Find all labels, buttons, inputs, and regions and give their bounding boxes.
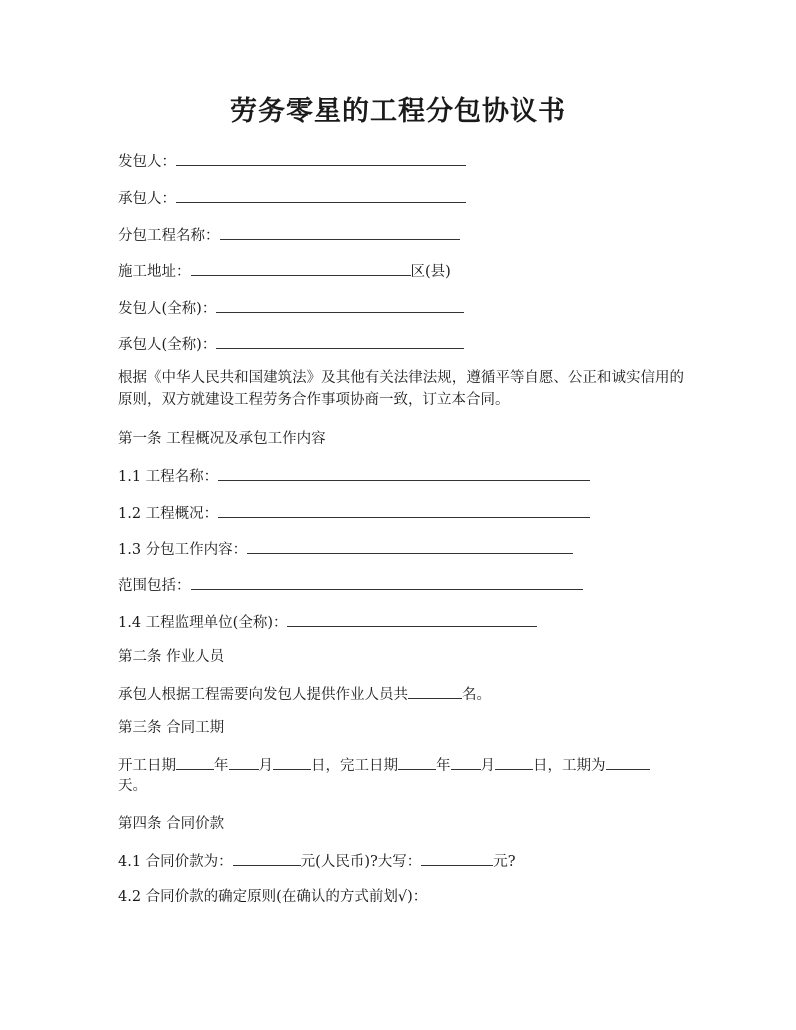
site-address-label: 施工地址： — [118, 264, 191, 280]
price-words-blank[interactable] — [421, 850, 493, 866]
item-1-3-label: 1.3 分包工作内容： — [118, 542, 248, 558]
scope-line — [118, 574, 583, 596]
employer-blank[interactable] — [176, 150, 466, 166]
item-4-2-line: 4.2 合同价款的确定原则(在确认的方式前划√)： — [118, 889, 428, 905]
item-1-1-blank[interactable] — [218, 465, 590, 481]
employer-line — [118, 150, 466, 172]
item-1-1-label: 1.1 工程名称： — [118, 469, 219, 485]
article-1-heading: 第一条 工程概况及承包工作内容 — [118, 431, 326, 447]
item-1-2-blank[interactable] — [218, 502, 590, 518]
end-month-label: 月 — [480, 758, 495, 774]
item-1-3-blank[interactable] — [247, 538, 573, 554]
workers-line — [118, 683, 491, 705]
item-1-3-line — [118, 538, 573, 560]
price-mid: 元(人民币)?大写： — [300, 854, 422, 870]
contractor-line — [118, 187, 466, 209]
workers-count-blank[interactable] — [408, 683, 462, 699]
article-2-heading: 第二条 作业人员 — [118, 649, 225, 665]
contractor-full-line — [118, 333, 464, 355]
contractor-label: 承包人： — [118, 191, 176, 207]
scope-label: 范围包括： — [118, 578, 191, 594]
start-day-blank[interactable] — [273, 754, 311, 770]
price-amount-blank[interactable] — [233, 850, 301, 866]
start-month-blank[interactable] — [229, 754, 259, 770]
workers-prefix: 承包人根据工程需要向发包人提供作业人员共 — [118, 687, 408, 703]
price-prefix: 4.1 合同价款为： — [118, 854, 233, 870]
article-3-heading: 第三条 合同工期 — [118, 720, 225, 736]
price-line — [118, 850, 516, 872]
item-1-4-blank[interactable] — [287, 611, 537, 627]
contractor-full-blank[interactable] — [216, 333, 464, 349]
project-name-line — [118, 224, 460, 246]
project-name-blank[interactable] — [220, 224, 460, 240]
duration-blank[interactable] — [606, 754, 650, 770]
end-month-blank[interactable] — [451, 754, 481, 770]
article-4-heading: 第四条 合同价款 — [118, 816, 225, 832]
workers-suffix: 名。 — [462, 687, 491, 703]
scope-blank[interactable] — [191, 574, 583, 590]
start-year-blank[interactable] — [176, 754, 214, 770]
price-suffix: 元? — [493, 854, 516, 870]
duration-unit: 天。 — [118, 778, 147, 794]
end-date-label: 日，完工日期 — [311, 758, 398, 774]
item-1-2-line — [118, 502, 590, 524]
start-year-label: 年 — [214, 758, 229, 774]
document-title: 劳务零星的工程分包协议书 — [230, 96, 566, 127]
end-year-label: 年 — [436, 758, 451, 774]
item-1-4-line — [118, 611, 537, 633]
contractor-full-label: 承包人(全称)： — [118, 337, 217, 353]
item-1-2-label: 1.2 工程概况： — [118, 506, 219, 522]
site-address-line — [118, 260, 451, 282]
contractor-blank[interactable] — [176, 187, 466, 203]
employer-label: 发包人： — [118, 154, 176, 170]
item-1-1-line — [118, 465, 590, 487]
end-day-blank[interactable] — [495, 754, 533, 770]
district-label: 区(县) — [410, 264, 451, 280]
duration-label: 日，工期为 — [533, 758, 606, 774]
site-address-blank[interactable] — [191, 260, 411, 276]
end-year-blank[interactable] — [398, 754, 436, 770]
schedule-line — [118, 754, 650, 776]
start-date-label: 开工日期 — [118, 758, 176, 774]
employer-full-blank[interactable] — [216, 297, 464, 313]
intro-paragraph: 根据《中华人民共和国建筑法》及其他有关法律法规，遵循平等自愿、公正和诚实信用的原则，双方就建设工程劳务合作事项协商一致，订立本合同。 — [118, 370, 684, 408]
start-month-label: 月 — [258, 758, 273, 774]
project-name-label: 分包工程名称： — [118, 228, 220, 244]
item-1-4-label: 1.4 工程监理单位(全称)： — [118, 615, 288, 631]
employer-full-label: 发包人(全称)： — [118, 301, 217, 317]
employer-full-line — [118, 297, 464, 319]
